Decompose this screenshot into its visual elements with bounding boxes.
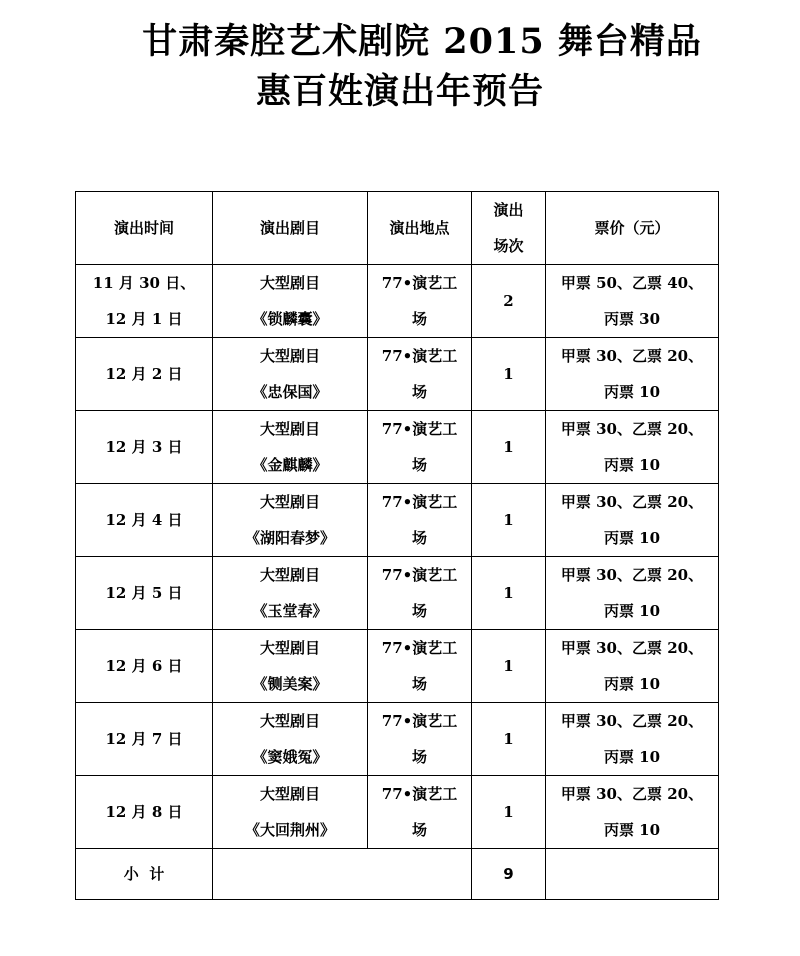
cell-program xyxy=(213,557,368,630)
cell-price xyxy=(546,265,719,338)
venue-line1: 77•演艺工 xyxy=(381,347,458,365)
date-line1: 12 月 5 日 xyxy=(105,584,183,602)
header-shows-line2: 场次 xyxy=(493,237,524,255)
table-row xyxy=(76,557,719,630)
cell-program xyxy=(213,265,368,338)
header-shows-line1: 演出 xyxy=(493,201,524,219)
venue-line2: 场 xyxy=(411,821,427,839)
cell-program xyxy=(213,411,368,484)
venue-line1: 77•演艺工 xyxy=(381,712,458,730)
summary-total-shows: 9 xyxy=(472,849,546,900)
table-row xyxy=(76,776,719,849)
cell-date xyxy=(76,557,213,630)
program-type: 大型剧目 xyxy=(259,639,320,657)
cell-shows: 1 xyxy=(472,776,546,849)
cell-venue xyxy=(368,703,472,776)
table-row xyxy=(76,484,719,557)
venue-line2: 场 xyxy=(411,383,427,401)
price-line1: 甲票 30、乙票 20、 xyxy=(560,493,704,511)
cell-date xyxy=(76,703,213,776)
cell-price xyxy=(546,703,719,776)
header-venue: 演出地点 xyxy=(368,192,472,265)
cell-shows: 1 xyxy=(472,338,546,411)
table-row xyxy=(76,703,719,776)
cell-venue xyxy=(368,411,472,484)
date-line1: 12 月 4 日 xyxy=(105,511,183,529)
cell-program xyxy=(213,703,368,776)
cell-venue xyxy=(368,630,472,703)
program-title: 《金麒麟》 xyxy=(252,456,328,474)
program-type: 大型剧目 xyxy=(259,712,320,730)
cell-shows: 1 xyxy=(472,703,546,776)
price-line2: 丙票 10 xyxy=(603,748,661,766)
summary-label: 小 计 xyxy=(76,849,213,900)
header-program: 演出剧目 xyxy=(213,192,368,265)
header-price: 票价（元） xyxy=(546,192,719,265)
price-line1: 甲票 30、乙票 20、 xyxy=(560,712,704,730)
price-line1: 甲票 30、乙票 20、 xyxy=(560,785,704,803)
program-type: 大型剧目 xyxy=(259,274,320,292)
price-line2: 丙票 30 xyxy=(603,310,661,328)
cell-venue xyxy=(368,265,472,338)
cell-date xyxy=(76,338,213,411)
price-line2: 丙票 10 xyxy=(603,383,661,401)
cell-shows: 2 xyxy=(472,265,546,338)
program-title: 《铡美案》 xyxy=(252,675,328,693)
program-type: 大型剧目 xyxy=(259,420,320,438)
date-line1: 12 月 3 日 xyxy=(105,438,183,456)
date-line1: 12 月 7 日 xyxy=(105,730,183,748)
cell-date xyxy=(76,776,213,849)
program-title: 《大回荆州》 xyxy=(244,821,335,839)
price-line1: 甲票 30、乙票 20、 xyxy=(560,347,704,365)
header-time: 演出时间 xyxy=(76,192,213,265)
venue-line2: 场 xyxy=(411,748,427,766)
price-line1: 甲票 50、乙票 40、 xyxy=(560,274,704,292)
cell-price xyxy=(546,557,719,630)
cell-shows: 1 xyxy=(472,411,546,484)
date-line1: 12 月 8 日 xyxy=(105,803,183,821)
summary-row xyxy=(76,849,719,900)
price-line1: 甲票 30、乙票 20、 xyxy=(560,420,704,438)
venue-line1: 77•演艺工 xyxy=(381,420,458,438)
venue-line1: 77•演艺工 xyxy=(381,274,458,292)
date-line1: 11 月 30 日、 xyxy=(92,274,196,292)
venue-line2: 场 xyxy=(411,310,427,328)
cell-price xyxy=(546,776,719,849)
cell-date xyxy=(76,484,213,557)
venue-line2: 场 xyxy=(411,529,427,547)
table-row xyxy=(76,265,719,338)
program-type: 大型剧目 xyxy=(259,493,320,511)
venue-line1: 77•演艺工 xyxy=(381,493,458,511)
document-title-line2: 惠百姓演出年预告 xyxy=(255,71,544,112)
program-type: 大型剧目 xyxy=(259,785,320,803)
program-title: 《湖阳春梦》 xyxy=(244,529,335,547)
cell-shows: 1 xyxy=(472,557,546,630)
header-shows xyxy=(472,192,546,265)
document-title-line1: 甘肃秦腔艺术剧院 2015 舞台精品 xyxy=(142,21,702,62)
table-row xyxy=(76,338,719,411)
program-title: 《玉堂春》 xyxy=(252,602,328,620)
cell-program xyxy=(213,484,368,557)
cell-program xyxy=(213,776,368,849)
date-line1: 12 月 6 日 xyxy=(105,657,183,675)
venue-line2: 场 xyxy=(411,675,427,693)
table-row xyxy=(76,411,719,484)
table-header-row xyxy=(76,192,719,265)
venue-line2: 场 xyxy=(411,602,427,620)
cell-price xyxy=(546,338,719,411)
cell-price xyxy=(546,630,719,703)
summary-empty-cell xyxy=(213,849,472,900)
cell-price xyxy=(546,484,719,557)
cell-program xyxy=(213,630,368,703)
program-type: 大型剧目 xyxy=(259,566,320,584)
program-type: 大型剧目 xyxy=(259,347,320,365)
venue-line1: 77•演艺工 xyxy=(381,566,458,584)
price-line2: 丙票 10 xyxy=(603,602,661,620)
price-line2: 丙票 10 xyxy=(603,456,661,474)
cell-venue xyxy=(368,557,472,630)
price-line2: 丙票 10 xyxy=(603,821,661,839)
table-row xyxy=(76,630,719,703)
program-title: 《锁麟囊》 xyxy=(252,310,328,328)
cell-shows: 1 xyxy=(472,484,546,557)
price-line2: 丙票 10 xyxy=(603,529,661,547)
cell-venue xyxy=(368,484,472,557)
cell-date xyxy=(76,630,213,703)
cell-date xyxy=(76,265,213,338)
venue-line1: 77•演艺工 xyxy=(381,785,458,803)
date-line2: 12 月 1 日 xyxy=(105,310,183,328)
date-line1: 12 月 2 日 xyxy=(105,365,183,383)
price-line1: 甲票 30、乙票 20、 xyxy=(560,566,704,584)
price-line1: 甲票 30、乙票 20、 xyxy=(560,639,704,657)
cell-venue xyxy=(368,776,472,849)
cell-date xyxy=(76,411,213,484)
performance-schedule-table xyxy=(75,191,719,900)
cell-price xyxy=(546,411,719,484)
summary-price-empty-cell xyxy=(546,849,719,900)
cell-shows: 1 xyxy=(472,630,546,703)
venue-line2: 场 xyxy=(411,456,427,474)
program-title: 《忠保国》 xyxy=(252,383,328,401)
cell-program xyxy=(213,338,368,411)
cell-venue xyxy=(368,338,472,411)
program-title: 《窦娥冤》 xyxy=(252,748,328,766)
price-line2: 丙票 10 xyxy=(603,675,661,693)
venue-line1: 77•演艺工 xyxy=(381,639,458,657)
